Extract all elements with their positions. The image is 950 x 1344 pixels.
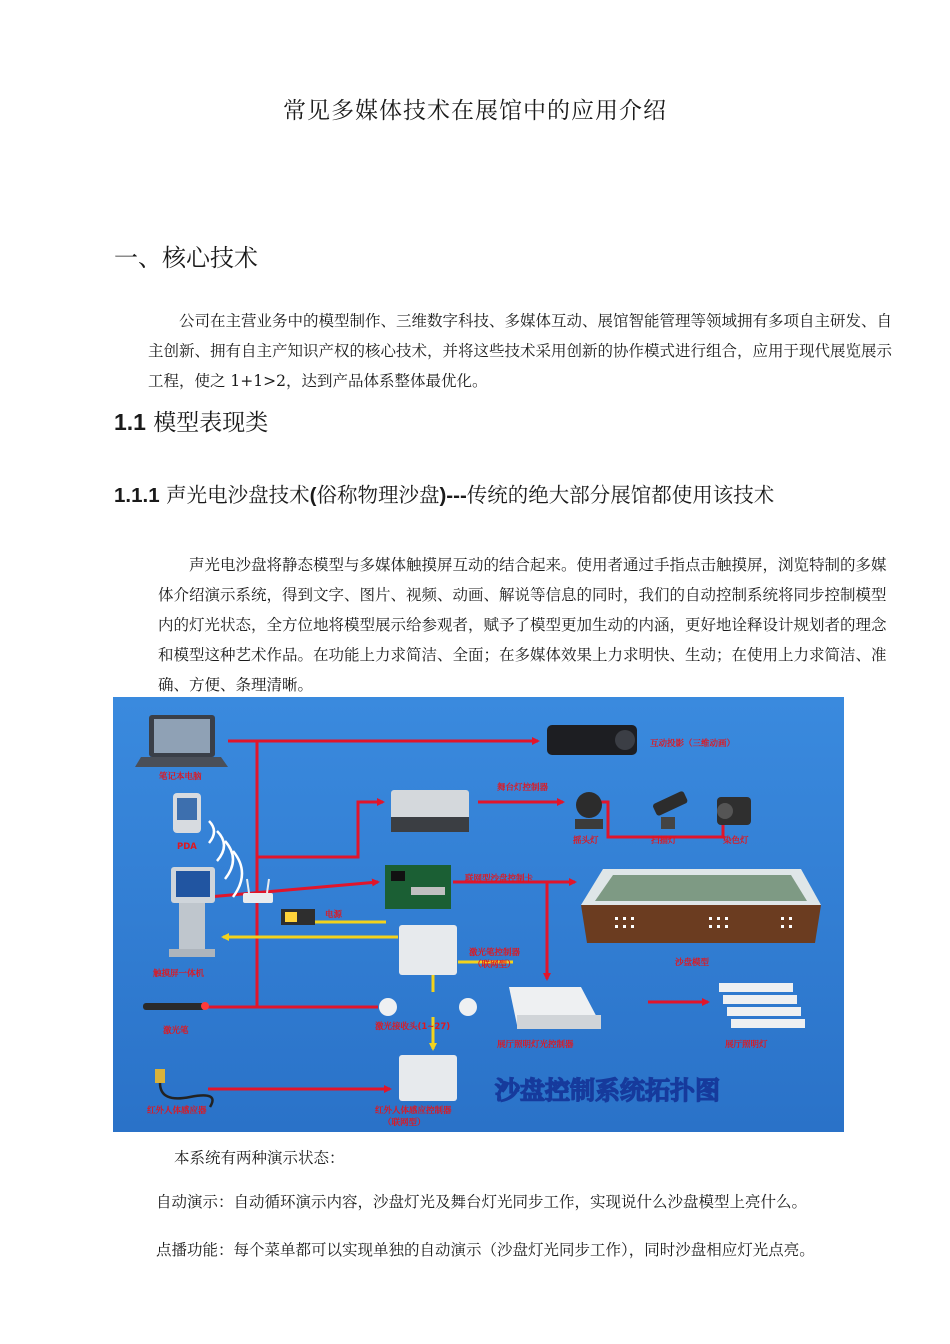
on-demand-text: 点播功能：每个菜单都可以实现单独的自动演示（沙盘灯光同步工作），同时沙盘相应灯光点亮。 (156, 1241, 815, 1259)
title-part: 传统的绝大部分展馆都使用该技术 (466, 483, 775, 507)
pda-label: PDA (177, 842, 197, 852)
subsection-number: 1.1 (114, 409, 146, 435)
ir-controller-label-2: （联网型） (383, 1118, 426, 1128)
core-tech-paragraph: 公司在主营业务中的模型制作、三维数字科技、多媒体互动、展馆智能管理等领域拥有多项自主研发、自主创新、拥有自主产知识产权的核心技术，并将这些技术采用创新的协作模式进行组合，应用于现代展览展示工程，使之 1+1>2，达到产品体系整体最优化。 (148, 312, 893, 390)
pda-icon (173, 793, 201, 833)
laser-controller-label-2: （联网型） (473, 960, 516, 970)
dashes: --- (446, 484, 467, 507)
title-part: 俗称物理沙盘 (316, 483, 440, 507)
projector-icon (547, 725, 637, 755)
section-heading-core-tech: 一、核心技术 (114, 244, 258, 272)
subsection-number: 1.1.1 (114, 484, 160, 507)
sandtable-card-label: 联网型沙盘控制卡 (465, 874, 534, 884)
sandtable-control-card-icon (385, 865, 451, 909)
laser-pen-label: 激光笔 (163, 1026, 189, 1036)
diagram-title: 沙盘控制系统拓扑图 (495, 1076, 721, 1105)
sandtable-model-icon (581, 869, 821, 943)
laptop-label: 笔记本电脑 (159, 772, 202, 782)
laser-receiver-icon (459, 998, 477, 1016)
title-part: 声光电沙盘技术 (166, 483, 310, 507)
ir-controller-label: 红外人体感应控制器 (375, 1106, 452, 1116)
color-light-label: 染色灯 (723, 836, 749, 846)
projector-label: 互动投影（三维动画） (650, 739, 736, 749)
scan-light-label: 扫描灯 (651, 836, 677, 846)
sandtable-paragraph: 声光电沙盘将静态模型与多媒体触摸屏互动的结合起来。使用者通过手指点击触摸屏，浏览特制的多媒体介绍演示系统，得到文字、图片、视频、动画、解说等信息的同时，我们的自动控制系统将同步控制模型内的灯光状态，全方位地将模型展示给参观者，赋予了模型更加生动的内涵，更好地诠释设计规划者的理念和模型这种艺术作品。在功能上力求简洁、全面；在多媒体效果上力求明快、生动；在使用上力求简洁、准确、方便、条理清晰。 (158, 556, 887, 694)
stage-light-controller-icon (391, 790, 469, 832)
laser-receiver-icon (379, 998, 397, 1016)
paren-open: ( (309, 484, 317, 507)
laser-controller-icon (399, 925, 457, 975)
color-light-icon (717, 797, 751, 825)
subsection-heading-1-1-1 (114, 478, 774, 508)
ir-controller-icon (399, 1055, 457, 1101)
hall-controller-label: 展厅照明灯光控制器 (497, 1040, 574, 1050)
kiosk-label: 触摸屏一体机 (153, 969, 205, 979)
power-supply-icon (281, 909, 315, 925)
sandtable-topology-diagram (113, 697, 844, 1132)
laser-controller-label: 激光笔控制器 (469, 948, 521, 958)
document-title: 常见多媒体技术在展馆中的应用介绍 (283, 98, 667, 124)
power-label: 电源 (325, 910, 343, 920)
stage-controller-label: 舞台灯控制器 (497, 783, 549, 793)
ir-sensor-label: 红外人体感应器 (147, 1106, 207, 1116)
moving-head-label: 摇头灯 (573, 836, 599, 846)
demo-modes-intro: 本系统有两种演示状态： (174, 1149, 345, 1167)
subsection-heading-1-1 (114, 404, 268, 437)
auto-demo-text: 自动演示：自动循环演示内容，沙盘灯光及舞台灯光同步工作，实现说什么沙盘模型上亮什么。 (156, 1193, 808, 1211)
sandtable-label: 沙盘模型 (675, 958, 710, 968)
subsection-title: 模型表现类 (153, 410, 269, 436)
hall-light-label: 展厅照明灯 (725, 1040, 768, 1050)
moving-head-light-icon (575, 792, 603, 829)
laser-receiver-label: 激光接收头(1~27) (375, 1022, 451, 1032)
paren-close: ) (439, 484, 447, 507)
laser-pen-icon (143, 1002, 209, 1010)
